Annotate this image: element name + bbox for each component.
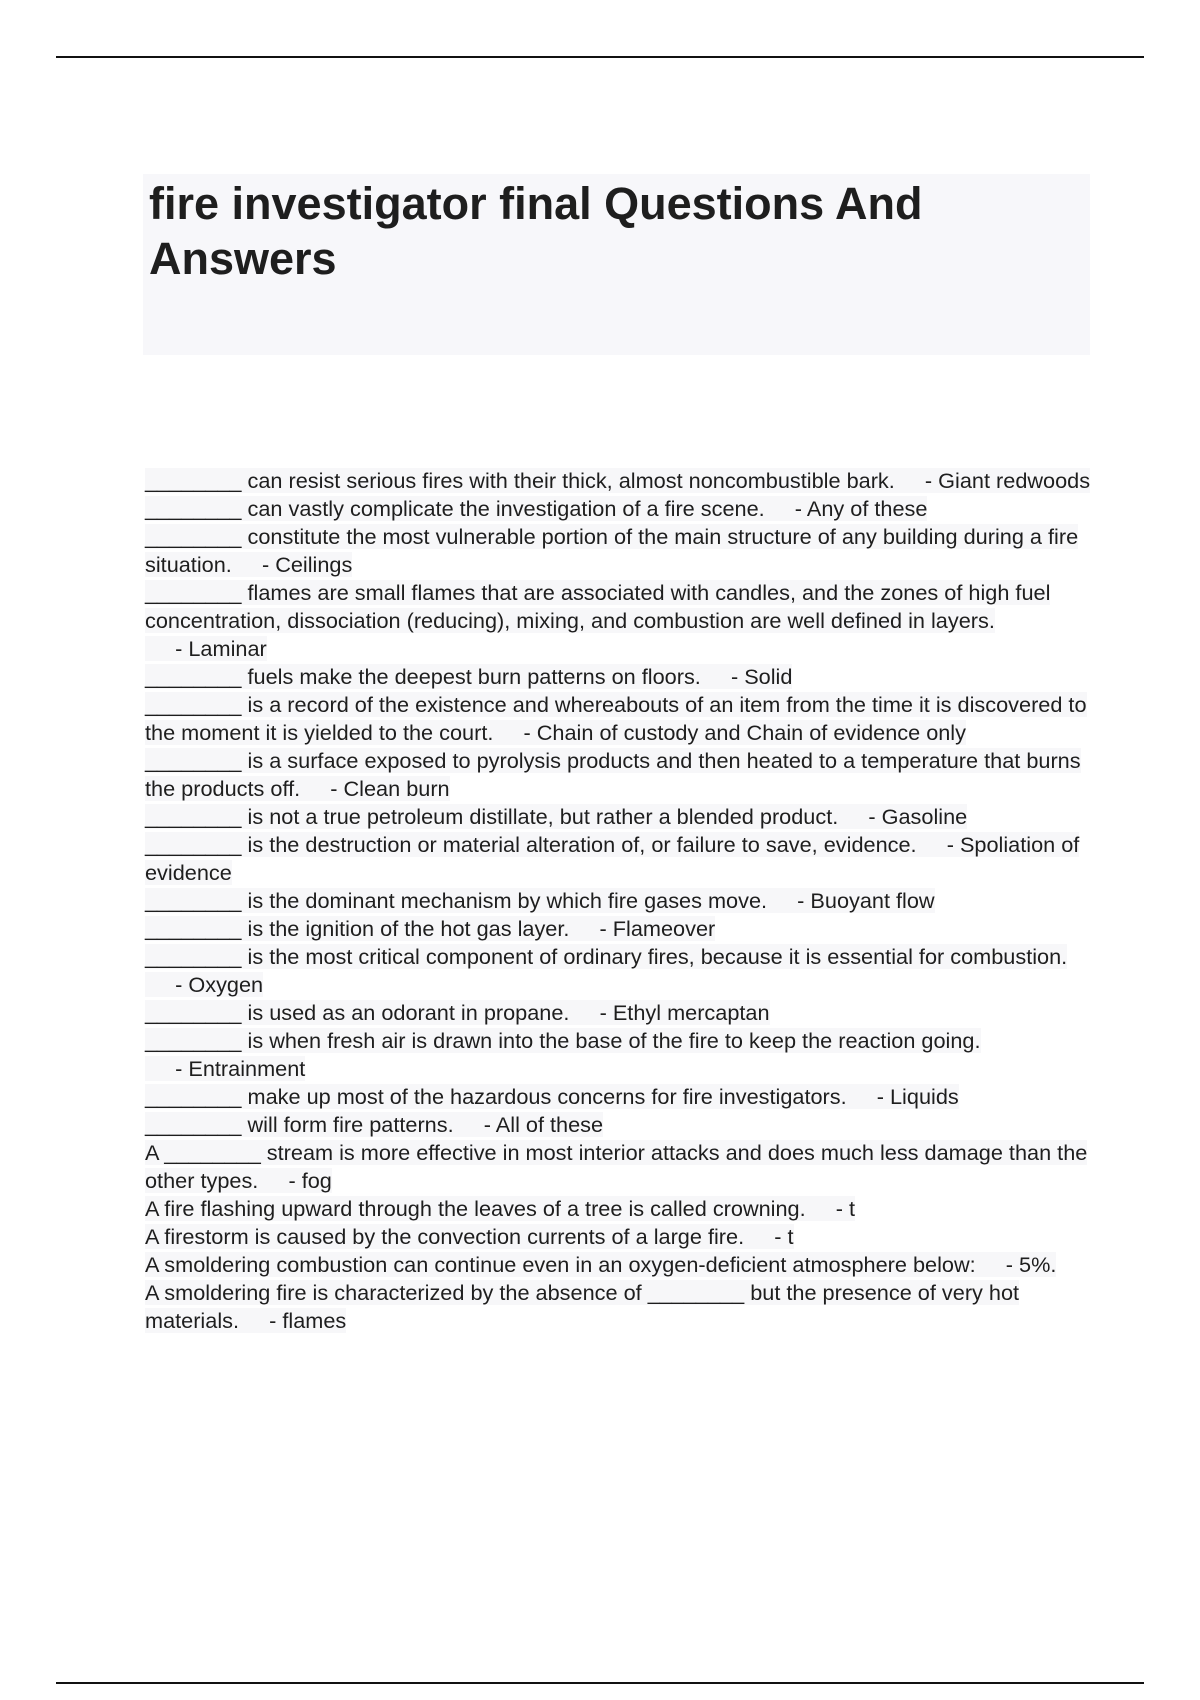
answer-text: Buoyant flow [810, 888, 935, 913]
page-title: fire investigator final Questions And Answers [149, 178, 923, 284]
qa-item-10 [145, 887, 1095, 915]
question-text: ________ is when fresh air is drawn into the base of the fire to keep the reaction going. [145, 1028, 981, 1053]
question-text: A smoldering fire is characterized by the absence of ________ but the presence of very hot materials. [145, 1280, 1020, 1333]
answer-text: Flameover [612, 916, 716, 941]
qa-list [145, 467, 1095, 1335]
qa-item-2 [145, 495, 1095, 523]
answer-separator: - [838, 804, 882, 829]
answer-separator: - [744, 1224, 788, 1249]
question-text: ________ constitute the most vulnerable portion of the main structure of any building during a fire situation. [145, 524, 1079, 577]
answer-text: Chain of custody and Chain of evidence only [536, 720, 966, 745]
qa-item-11 [145, 915, 1095, 943]
question-text: ________ is not a true petroleum distillate, but rather a blended product. [145, 804, 839, 829]
question-text: A firestorm is caused by the convection currents of a large fire. [145, 1224, 745, 1249]
answer-text: All of these [495, 1112, 604, 1137]
answer-text: Clean burn [343, 776, 450, 801]
answer-text: Any of these [806, 496, 928, 521]
answer-separator: - [145, 636, 189, 661]
answer-separator: - [916, 832, 960, 857]
title-block [143, 174, 1090, 355]
answer-text: Gasoline [881, 804, 968, 829]
answer-separator: - [300, 776, 344, 801]
answer-text: 5%. [1019, 1252, 1057, 1277]
answer-text: Laminar [188, 636, 267, 661]
question-text: ________ will form fire patterns. [145, 1112, 454, 1137]
qa-item-17 [145, 1139, 1095, 1195]
qa-item-7 [145, 747, 1095, 803]
answer-text: Oxygen [188, 972, 264, 997]
answer-text: Giant redwoods [938, 468, 1091, 493]
answer-separator: - [569, 1000, 613, 1025]
question-text: ________ can vastly complicate the investigation of a fire scene. [145, 496, 765, 521]
question-text: ________ is the dominant mechanism by which fire gases move. [145, 888, 768, 913]
question-text: A smoldering combustion can continue even in an oxygen-deficient atmosphere below: [145, 1252, 976, 1277]
answer-separator: - [239, 1308, 283, 1333]
answer-separator: - [975, 1252, 1020, 1277]
qa-item-1 [145, 467, 1095, 495]
question-text: A fire flashing upward through the leaves of a tree is called crowning. [145, 1196, 806, 1221]
answer-text: Ethyl mercaptan [612, 1000, 770, 1025]
qa-item-9 [145, 831, 1095, 887]
answer-text: fog [301, 1168, 332, 1193]
answer-text: Spoliation of evidence [145, 832, 1080, 885]
qa-item-19 [145, 1223, 1095, 1251]
qa-item-20 [145, 1251, 1095, 1279]
answer-separator: - [764, 496, 807, 521]
qa-item-14 [145, 1027, 1095, 1083]
answer-separator: - [569, 916, 613, 941]
answer-separator: - [231, 552, 276, 577]
qa-item-13 [145, 999, 1095, 1027]
question-text: ________ is the ignition of the hot gas layer. [145, 916, 570, 941]
answer-separator: - [258, 1168, 302, 1193]
qa-item-15 [145, 1083, 1095, 1111]
answer-text: flames [282, 1308, 347, 1333]
answer-text: t [787, 1224, 794, 1249]
qa-item-18 [145, 1195, 1095, 1223]
question-text: ________ make up most of the hazardous concerns for fire investigators. [145, 1084, 847, 1109]
answer-text: t [849, 1196, 856, 1221]
qa-item-8 [145, 803, 1095, 831]
qa-item-5 [145, 663, 1095, 691]
qa-item-21 [145, 1279, 1095, 1335]
answer-separator: - [805, 1196, 850, 1221]
answer-separator: - [846, 1084, 890, 1109]
answer-separator: - [767, 888, 811, 913]
qa-item-16 [145, 1111, 1095, 1139]
answer-text: Solid [744, 664, 793, 689]
answer-separator: - [145, 1056, 189, 1081]
qa-item-4 [145, 579, 1095, 663]
answer-text: Entrainment [188, 1056, 306, 1081]
question-text: ________ flames are small flames that are associated with candles, and the zones of high fuel concentration, dissociation (reducing), mixing, and combustion are well defined in layers. [145, 580, 1051, 633]
qa-item-12 [145, 943, 1095, 999]
question-text: ________ can resist serious fires with their thick, almost noncombustible bark. [145, 468, 895, 493]
question-text: ________ is the destruction or material alteration of, or failure to save, evidence. [145, 832, 917, 857]
answer-separator: - [493, 720, 537, 745]
question-text: ________ is a surface exposed to pyrolysis products and then heated to a temperature that burns the products off. [145, 748, 1081, 801]
answer-separator: - [453, 1112, 496, 1137]
answer-separator: - [700, 664, 745, 689]
header-rule [56, 56, 1144, 58]
answer-separator: - [145, 972, 189, 997]
answer-separator: - [894, 468, 939, 493]
question-text: ________ is a record of the existence and whereabouts of an item from the time it is discovered to the moment it is yielded to the court. [145, 692, 1087, 745]
qa-item-3 [145, 523, 1095, 579]
answer-text: Ceilings [275, 552, 353, 577]
question-text: ________ is used as an odorant in propane. [145, 1000, 570, 1025]
question-text: ________ is the most critical component of ordinary fires, because it is essential for combustion. [145, 944, 1068, 969]
answer-text: Liquids [890, 1084, 959, 1109]
footer-rule [56, 1682, 1144, 1684]
question-text: A ________ stream is more effective in most interior attacks and does much less damage than the other types. [145, 1140, 1088, 1193]
question-text: ________ fuels make the deepest burn patterns on floors. [145, 664, 701, 689]
qa-item-6 [145, 691, 1095, 747]
